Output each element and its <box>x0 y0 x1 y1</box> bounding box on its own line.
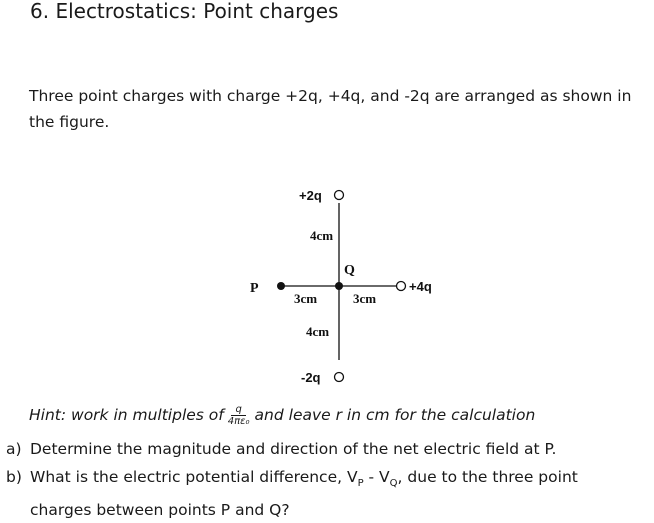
question-b-label: b) <box>6 468 22 486</box>
question-b-sub-p: P <box>357 478 364 490</box>
hint-fraction <box>226 404 252 427</box>
question-a-label: a) <box>6 440 22 458</box>
point-q-dot <box>335 282 343 290</box>
question-b <box>6 464 635 523</box>
hint-suffix: and leave r in cm for the calculation <box>254 405 536 424</box>
question-a <box>6 436 635 462</box>
page-title: 6. Electrostatics: Point charges <box>30 0 339 23</box>
top-charge-label: +2q <box>299 188 322 203</box>
right-charge-marker <box>397 282 406 291</box>
hint-fraction-numerator: q <box>231 404 245 416</box>
problem-intro: Three point charges with charge +2q, +4q, and -2q are arranged as shown in the figure. <box>29 87 632 131</box>
right-charge-label: +4q <box>409 279 432 294</box>
question-b-text-mid: - V <box>363 468 390 486</box>
question-b-text <box>30 464 635 523</box>
point-p-label: P <box>250 281 259 296</box>
question-b-text-before: What is the electric potential difference, V <box>30 468 358 486</box>
left-distance-label: 3cm <box>294 291 318 306</box>
hint-fraction-denominator: 4πε₀ <box>227 416 250 427</box>
bottom-charge-label: -2q <box>301 370 321 385</box>
question-b-text-after: , due to the three point charges between points P and Q? <box>30 468 578 520</box>
right-distance-label: 3cm <box>353 291 377 306</box>
question-a-text: Determine the magnitude and direction of the net electric field at P. <box>30 440 557 458</box>
bottom-charge-marker <box>335 373 344 382</box>
point-q-label: Q <box>344 263 355 278</box>
bottom-distance-label: 4cm <box>306 324 330 339</box>
top-charge-marker <box>335 191 344 200</box>
hint-line <box>29 403 535 426</box>
top-distance-label: 4cm <box>310 228 334 243</box>
hint-prefix: Hint: work in multiples of <box>29 405 224 424</box>
question-b-sub-q: Q <box>389 478 398 490</box>
point-p-dot <box>277 282 285 290</box>
